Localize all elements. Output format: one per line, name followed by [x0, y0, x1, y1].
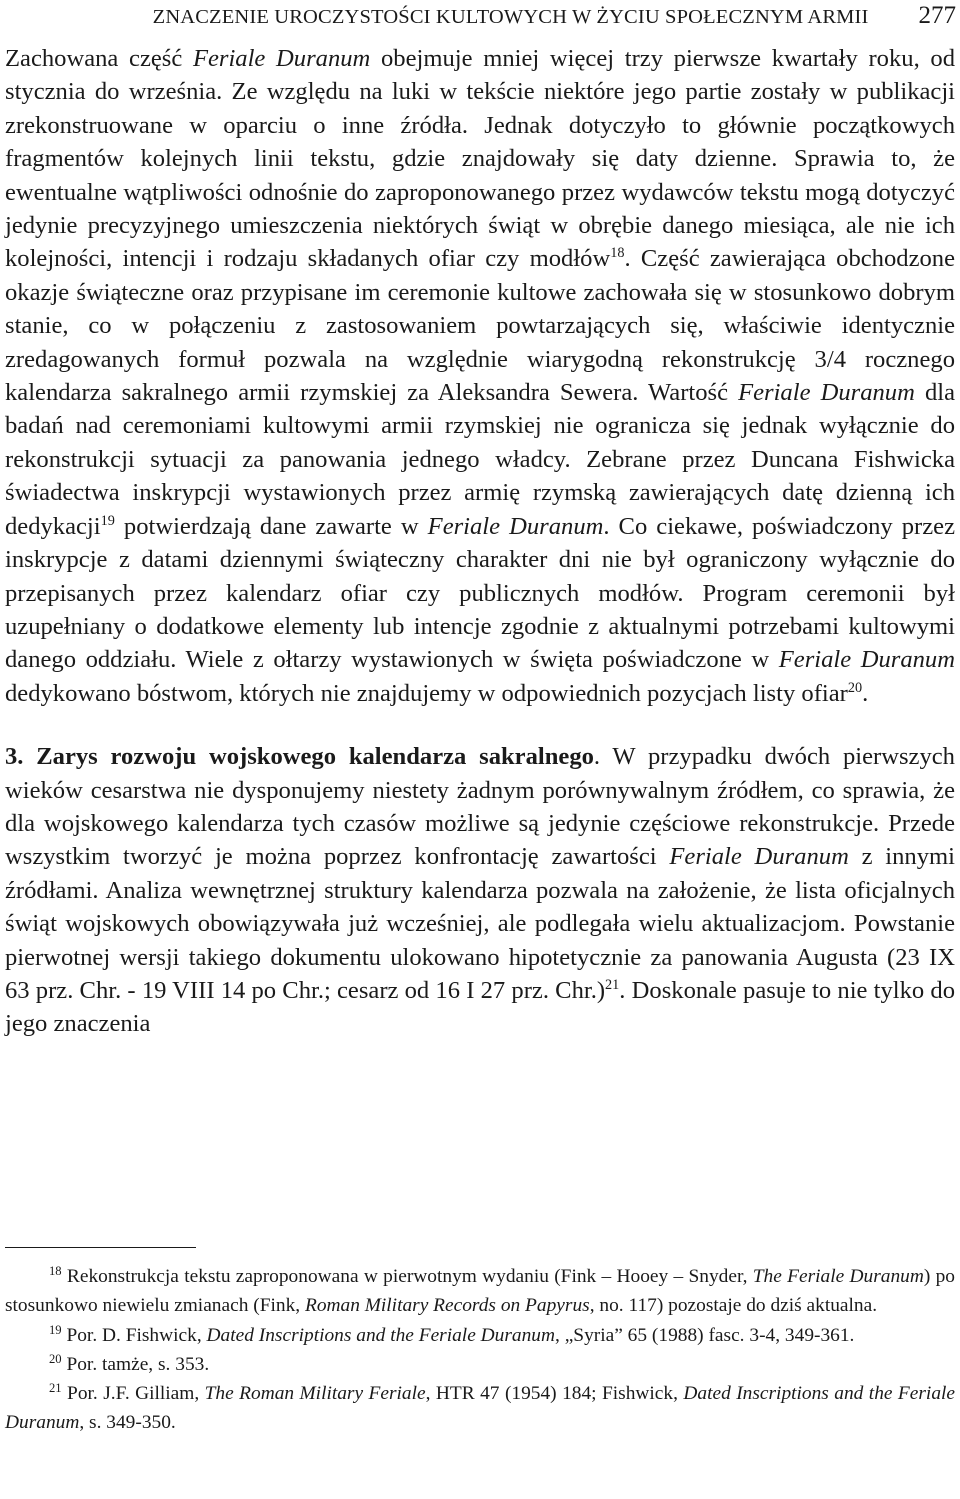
footnote-number: 21	[49, 1381, 62, 1396]
footnote-italic: The Roman Military Feriale	[204, 1383, 426, 1405]
footnote-text: , s. 349-350.	[79, 1412, 176, 1434]
text-run: dla badań nad ceremoniami kultowymi armii rzymskiej nie ogranicza się jednak wyłącznie do rekonstrukcji sytuacji za panowania jednego władcy. Zebrane przez Duncana Fishwicka świadectwa inskrypcji wystawionych przez armię rzymską zawierających datę dzienną ich dedykacji	[5, 379, 955, 540]
text-run: z innymi źródłami. Analiza wewnętrznej struktury kalendarza pozwala na założenie, że lista oficjalnych świąt wojskowych obowiązywała już wcześniej, ale podlegała wielu aktualizacjom. Powstanie pierwotnej wersji takiego dokumentu ulokowano hipotetycznie za panowania Augusta (23 IX 63 prz. Chr. - 19 VIII 14 po Chr.; cesarz od 16 I 27 prz. Chr.)	[5, 843, 955, 1004]
text-run: Zachowana część	[5, 45, 193, 72]
footnote-20	[5, 1350, 955, 1379]
footnote-text: Por. tamże, s. 353.	[61, 1353, 210, 1375]
text-run: obejmuje mniej więcej trzy pierwsze kwartały roku, od stycznia do września. Ze względu na luki w tekście niektóre jego partie zostały w publikacji zrekonstruowane w oparciu o inne źródła. Jednak dotyczyło to głównie początkowych fragmentów kolejnych linii tekstu, gdzie znajdowały się daty dzienne. Sprawia to, że ewentualne wątpliwości odnośnie do zaproponowanego przez wydawców tekstu mogą dotyczyć jedynie precyzyjnego umieszczenia niektórych świąt w obrębie danego miesiąca, ale nie ich kolejności, intencji i rodzaju składanych ofiar czy modłów	[5, 45, 955, 273]
footnote-21	[5, 1379, 955, 1438]
footnote-ref-18: 18	[610, 245, 625, 262]
text-run: . Doskonale pasuje to nie tylko do jego znaczenia	[5, 976, 955, 1038]
text-run: . Co ciekawe, poświadczony przez inskrypcje z datami dziennymi świąteczny charakter dni nie był ograniczony wyłącznie do przepisanych przez kalendarz ofiar czy publicznych modłów. Program ceremonii był uzupełniany o dodatkowe elementy lub intencje zgodnie z aktualnymi potrzebami kultowymi danego oddziału. Wiele z ołtarzy wystawionych w święta poświadczone w	[5, 512, 955, 674]
footnote-text: , no. 117) pozostaje do dziś aktualna.	[589, 1295, 878, 1317]
footnote-divider	[5, 1247, 196, 1248]
footnote-text: , „Syria” 65 (1988) fasc. 3-4, 349-361.	[555, 1324, 855, 1346]
text-run: potwierdzają dane zawarte w	[114, 512, 428, 540]
footnote-19	[5, 1321, 955, 1350]
footnote-number: 20	[49, 1351, 62, 1366]
footnote-italic: Dated Inscriptions and the Feriale Duranum	[5, 1383, 956, 1434]
footnote-number: 18	[49, 1264, 62, 1279]
italic-title: Feriale Duranum	[427, 512, 604, 540]
footnote-ref-20: 20	[847, 679, 863, 696]
paragraph-1	[5, 42, 955, 710]
text-run: dedykowano bóstwom, których nie znajdujemy w odpowiednich pozycjach listy ofiar	[5, 679, 848, 707]
footnote-ref-19: 19	[100, 512, 115, 529]
footnote-text: Rekonstrukcja tekstu zaproponowana w pierwotnym wydaniu (Fink – Hooey – Snyder,	[61, 1266, 753, 1287]
main-text	[5, 42, 955, 1041]
italic-title: Feriale Duranum	[669, 843, 849, 871]
running-title: ZNACZENIE UROCZYSTOŚCI KULTOWYCH W ŻYCIU SPOŁECZNYM ARMII	[152, 6, 869, 28]
footnote-number: 19	[49, 1322, 62, 1337]
footnote-italic: Roman Military Records on Papyrus	[304, 1295, 590, 1317]
footnote-text: , HTR 47 (1954) 184; Fishwick,	[425, 1383, 684, 1405]
section-heading: 3. Zarys rozwoju wojskowego kalendarza sakralnego	[5, 743, 594, 771]
italic-title: Feriale Duranum	[778, 646, 955, 674]
text-run: . Część zawierająca obchodzone okazje świąteczne oraz przypisane im ceremonie kultowe zachowała się w stosunkowo dobrym stanie, co w połączeniu z zastosowaniem powtarzających się, właściwie identycznie zredagowanych formuł pozwala na względnie wiarygodną rekonstrukcję 3/4 rocznego kalendarza sakralnego armii rzymskiej za Aleksandra Sewera. Wartość	[5, 245, 956, 407]
paragraph-2	[5, 740, 955, 1041]
footnote-text: Por. D. Fishwick,	[61, 1324, 207, 1346]
text-run: . W przypadku dwóch pierwszych wieków cesarstwa nie dysponujemy niestety żadnym porównywalnym źródłem, co sprawia, że dla wojskowego kalendarza tych czasów możliwe są jedynie częściowe rekonstrukcje. Przede wszystkim tworzyć je można poprzez konfrontację zawartości	[5, 743, 955, 871]
page-number: 277	[918, 2, 956, 29]
text-run: .	[862, 679, 869, 707]
footnote-text: ) po stosunkowo niewielu zmianach (Fink,	[5, 1266, 955, 1317]
italic-title: Feriale Duranum	[738, 379, 915, 407]
footnotes	[5, 1262, 955, 1438]
footnote-text: Por. J.F. Gilliam,	[61, 1383, 205, 1405]
italic-title: Feriale Duranum	[192, 45, 371, 72]
footnote-ref-21: 21	[605, 977, 620, 994]
footnote-18	[5, 1262, 955, 1321]
footnote-italic: The Feriale Duranum	[752, 1266, 924, 1287]
footnote-italic: Dated Inscriptions and the Feriale Duranum	[206, 1324, 555, 1346]
running-header	[4, 2, 956, 30]
